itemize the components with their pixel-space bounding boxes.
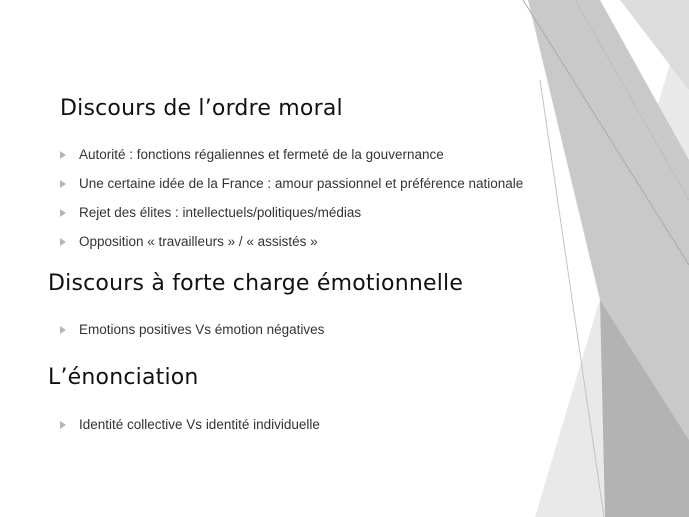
heading-charge-emotionnelle: Discours à forte charge émotionnelle [48,271,464,296]
list-item-text: Identité collective Vs identité individuelle [79,417,320,432]
triangle-arrow-icon [60,180,66,188]
heading-ordre-moral: Discours de l’ordre moral [60,96,343,121]
list-item-text: Autorité : fonctions régaliennes et fermeté de la gouvernance [79,147,444,162]
triangle-arrow-icon [60,209,66,217]
triangle-arrow-icon [60,151,66,159]
list-item-text: Emotions positives Vs émotion négatives [79,322,325,337]
heading-enonciation: L’énonciation [48,365,199,390]
triangle-arrow-icon [60,421,66,429]
triangle-arrow-icon [60,238,66,246]
list-item-text: Une certaine idée de la France : amour passionnel et préférence nationale [79,176,524,191]
triangle-arrow-icon [60,326,66,334]
list-item-text: Opposition « travailleurs » / « assistés » [79,234,318,249]
list-item-text: Rejet des élites : intellectuels/politiques/médias [79,205,362,220]
